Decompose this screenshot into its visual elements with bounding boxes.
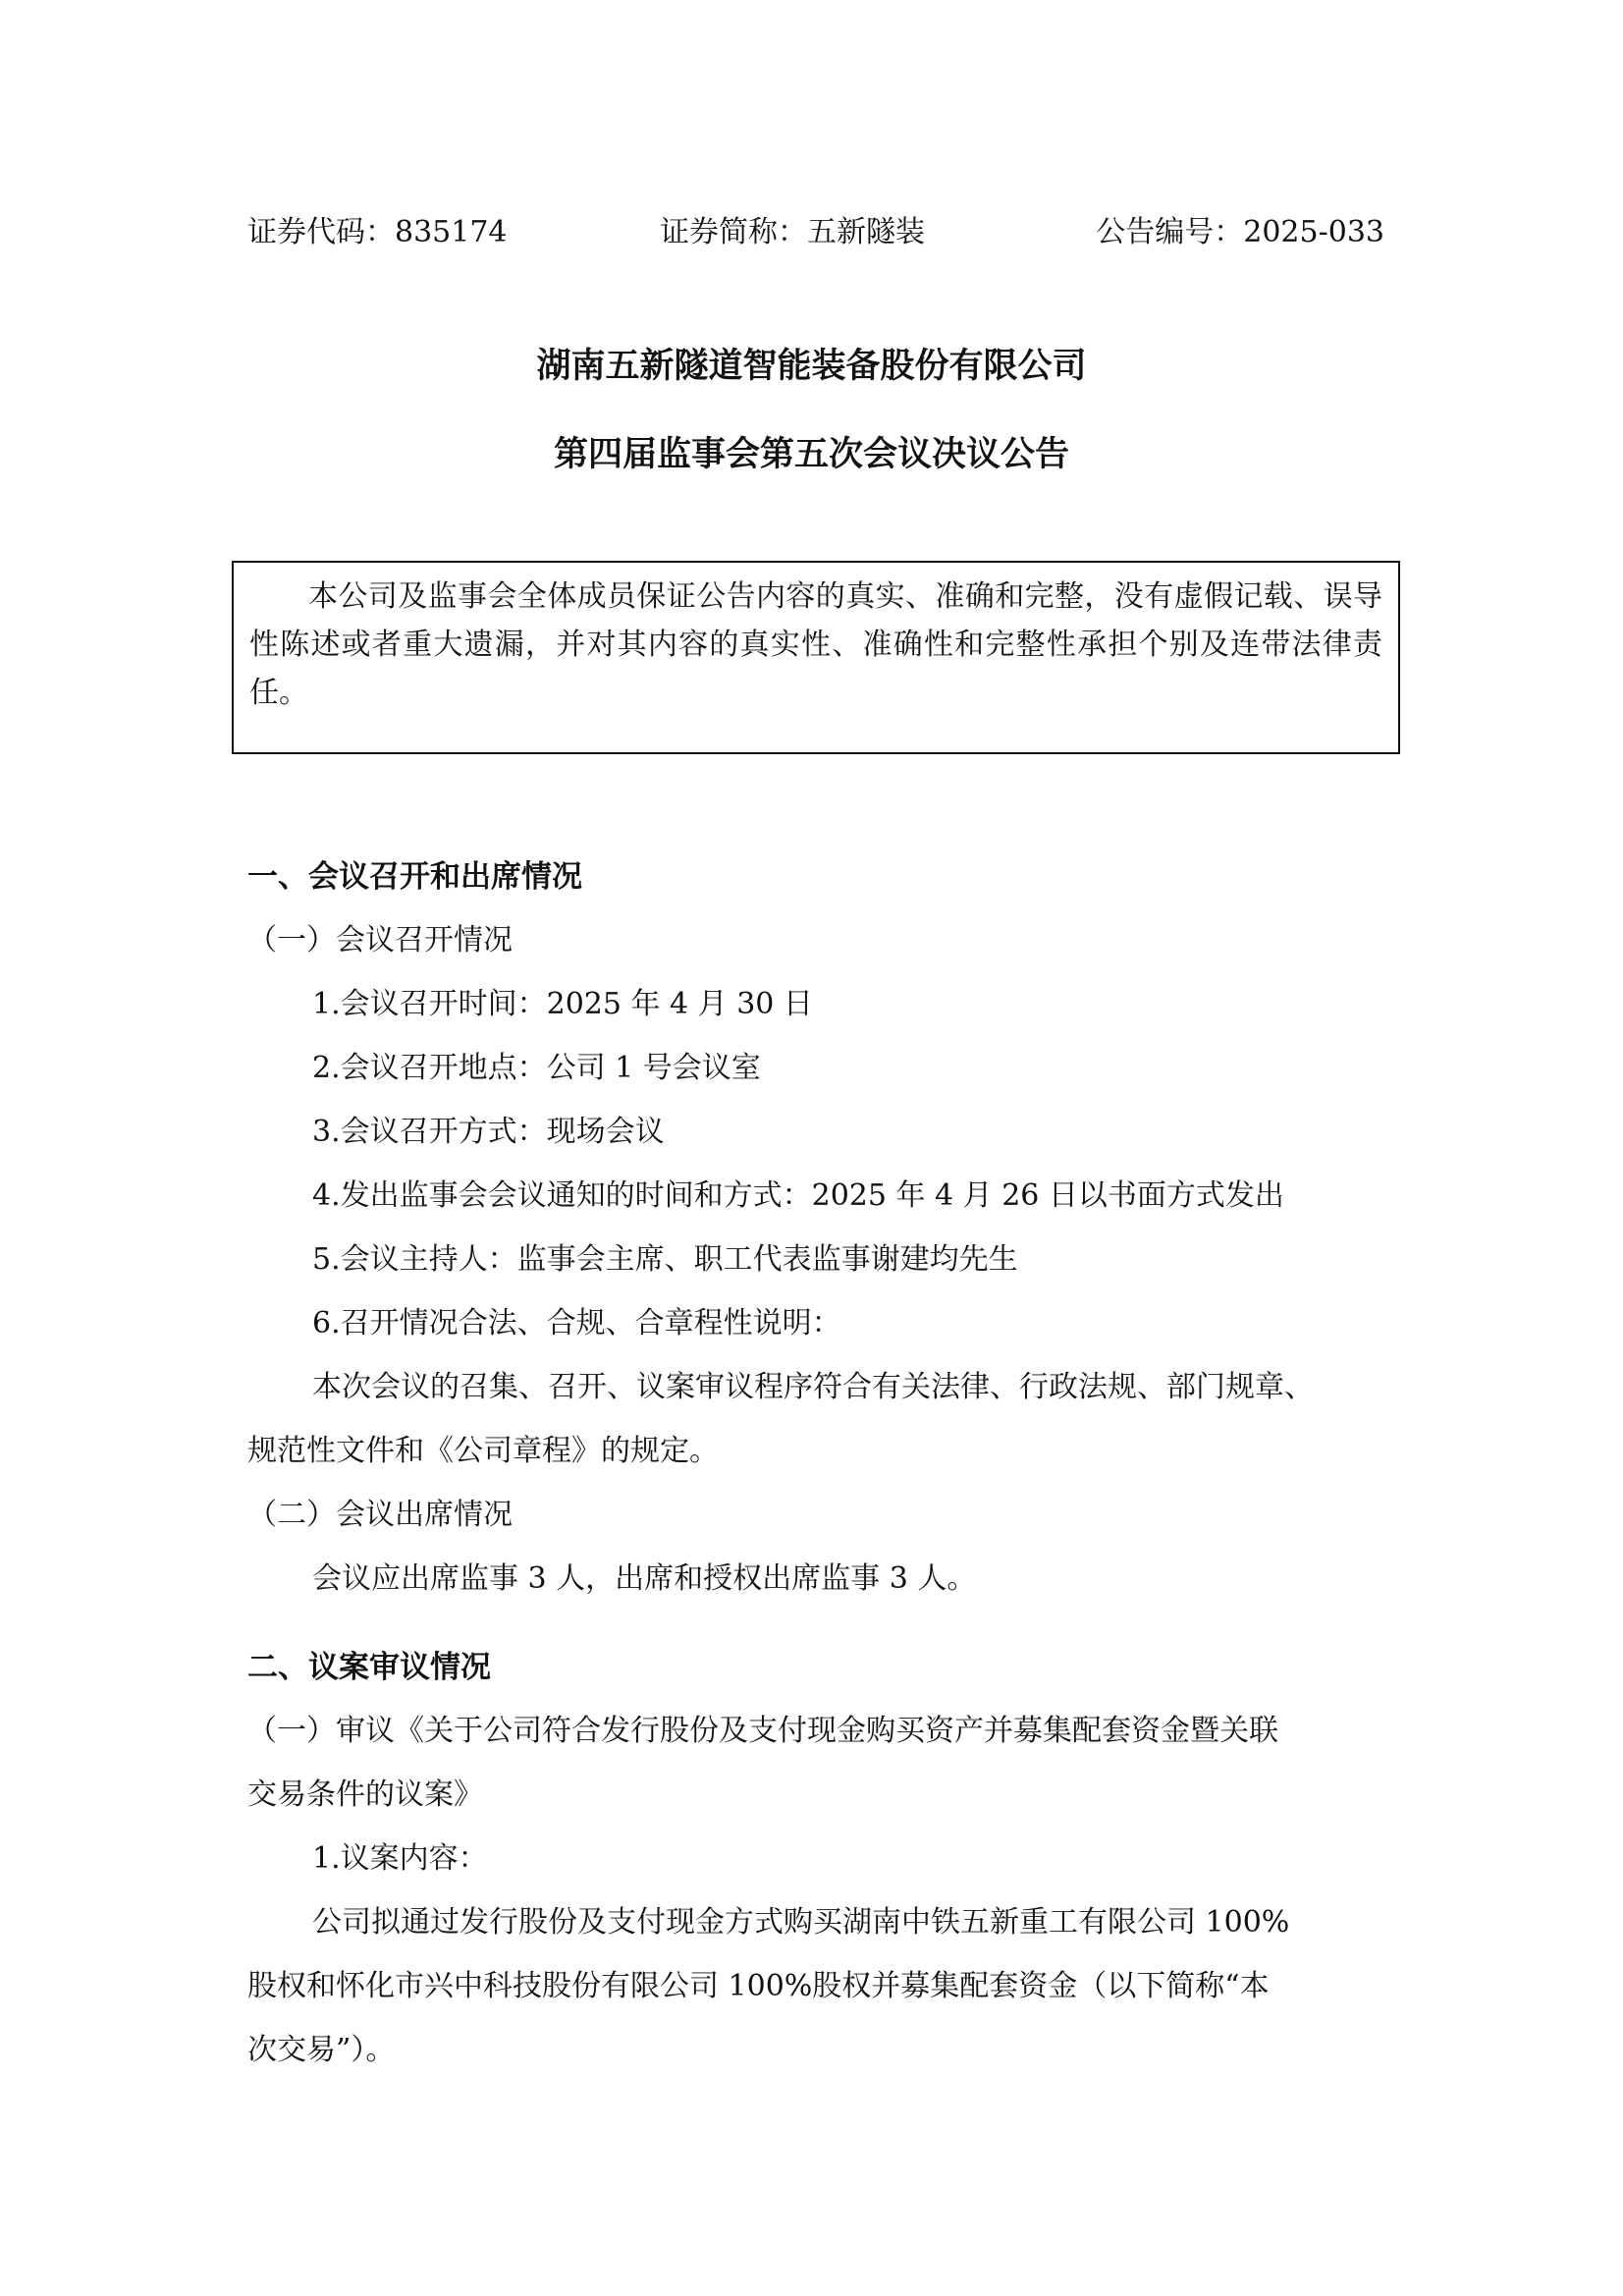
security-code: 证券代码：835174: [247, 215, 508, 249]
proposal-content-line: 公司拟通过发行股份及支付现金方式购买湖南中铁五新重工有限公司 100%: [312, 1905, 1290, 1940]
proposal-content-line: 次交易”）。: [247, 2033, 396, 2067]
proposal-content-line: 股权和怀化市兴中科技股份有限公司 100%股权并募集配套资金（以下简称“本: [247, 1969, 1270, 2003]
subsection-attendance: （二）会议出席情况: [247, 1498, 513, 1532]
security-short-name: 证券简称：五新隧装: [660, 215, 925, 249]
section-heading-meeting: 一、会议召开和出席情况: [247, 859, 582, 895]
announcement-number: 公告编号：2025-033: [1096, 215, 1384, 249]
subsection-meeting-convening: （一）会议召开情况: [247, 923, 513, 957]
compliance-text-line: 规范性文件和《公司章程》的规定。: [247, 1434, 719, 1468]
compliance-text-line: 本次会议的召集、召开、议案审议程序符合有关法律、行政法规、部门规章、: [312, 1370, 1314, 1404]
announcement-title: 第四届监事会第五次会议决议公告: [553, 435, 1069, 474]
notice-method-item: 4.发出监事会会议通知的时间和方式：2025 年 4 月 26 日以书面方式发出: [312, 1178, 1284, 1213]
announcement-meta-row: [247, 208, 1384, 257]
meeting-method-item: 3.会议召开方式：现场会议: [312, 1115, 665, 1149]
compliance-statement-item: 6.召开情况合法、合规、合章程性说明：: [312, 1306, 841, 1340]
proposal-content-label: 1.议案内容：: [312, 1841, 488, 1876]
meeting-location-item: 2.会议召开地点：公司 1 号会议室: [312, 1051, 761, 1085]
section-heading-proposals: 二、议案审议情况: [247, 1650, 491, 1685]
meeting-host-item: 5.会议主持人：监事会主席、职工代表监事谢建均先生: [312, 1242, 1018, 1277]
disclaimer-box: [232, 561, 1400, 754]
proposal-title-line: 交易条件的议案》: [247, 1777, 483, 1812]
disclaimer-text: 本公司及监事会全体成员保证公告内容的真实、准确和完整，没有虚假记载、误导性陈述或者重大遗漏，并对其内容的真实性、准确性和完整性承担个别及连带法律责任。: [249, 579, 1382, 710]
meeting-time-item: 1.会议召开时间：2025 年 4 月 30 日: [312, 987, 813, 1021]
attendance-text: 会议应出席监事 3 人，出席和授权出席监事 3 人。: [312, 1561, 977, 1596]
company-title: 湖南五新隧道智能装备股份有限公司: [536, 347, 1087, 386]
proposal-title-line: （一）审议《关于公司符合发行股份及支付现金购买资产并募集配套资金暨关联: [247, 1714, 1278, 1748]
